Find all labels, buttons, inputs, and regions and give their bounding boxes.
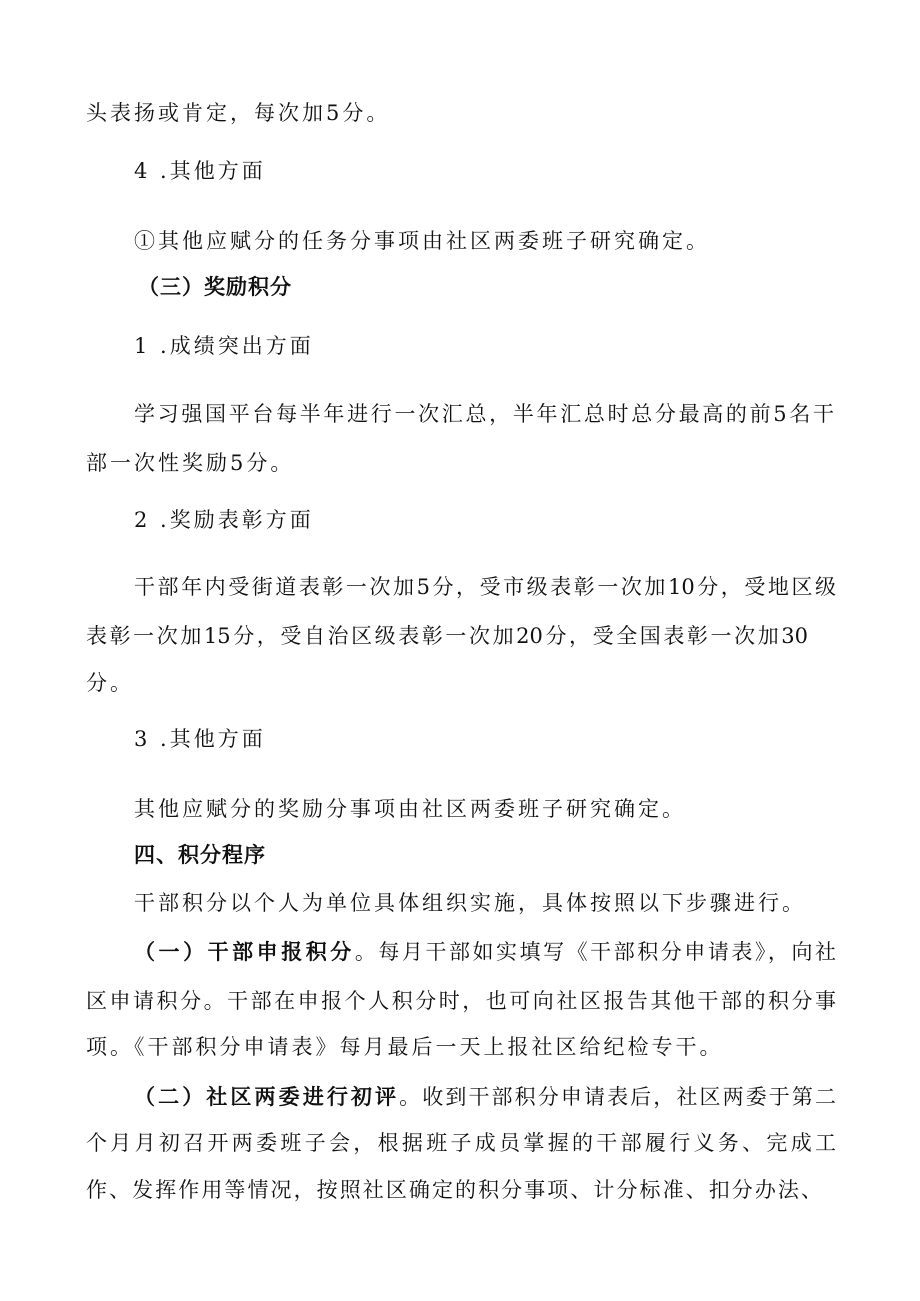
section-heading: 1 .成绩突出方面 [134,334,314,358]
paragraph-line: 作、发挥作用等情况，按照社区确定的积分事项、计分标准、扣分办法、 [86,1178,822,1202]
paragraph-line: ①其他应赋分的任务分事项由社区两委班子研究确定。 [134,229,710,253]
paragraph-line: 其他应赋分的奖励分事项由社区两委班子研究确定。 [134,797,686,821]
paragraph-line [134,937,836,967]
paragraph-line: 头表扬或肯定，每次加5分。 [86,101,391,125]
section-heading: （三）奖励积分 [138,275,292,299]
paragraph-line: 干部积分以个人为单位具体组织实施，具体按照以下步骤进行。 [134,891,806,915]
inline-heading: （一）干部申报积分 [134,940,355,964]
paragraph-line [134,1082,836,1112]
section-heading: 2 .奖励表彰方面 [134,508,314,532]
paragraph-line: 个月月初召开两委班子会，根据班子成员掌握的干部履行义务、完成工 [86,1131,836,1155]
paragraph-line: 区申请积分。干部在申报个人积分时，也可向社区报告其他干部的积分事 [86,989,836,1013]
paragraph-line: 表彰一次加15分，受自治区级表彰一次加20分，受全国表彰一次加30 [86,624,808,648]
section-heading: 3 .其他方面 [134,727,266,751]
paragraph-line: 项。《干部积分申请表》每月最后一天上报社区给纪检专干。 [86,1035,724,1059]
section-heading: 4 .其他方面 [134,159,266,183]
paragraph-text: 。收到干部积分申请表后，社区两委于第二 [399,1085,837,1109]
paragraph-line: 分。 [86,671,134,695]
paragraph-line: 干部年内受街道表彰一次加5分，受市级表彰一次加10分，受地区级 [134,575,836,599]
paragraph-line: 部一次性奖励5分。 [86,451,295,475]
inline-heading: （二）社区两委进行初评 [134,1085,400,1109]
paragraph-line: 学习强国平台每半年进行一次汇总，半年汇总时总分最高的前5名干 [134,402,834,426]
section-heading: 四、积分程序 [134,843,266,867]
paragraph-text: 。每月干部如实填写《干部积分申请表》，向社 [354,940,837,964]
